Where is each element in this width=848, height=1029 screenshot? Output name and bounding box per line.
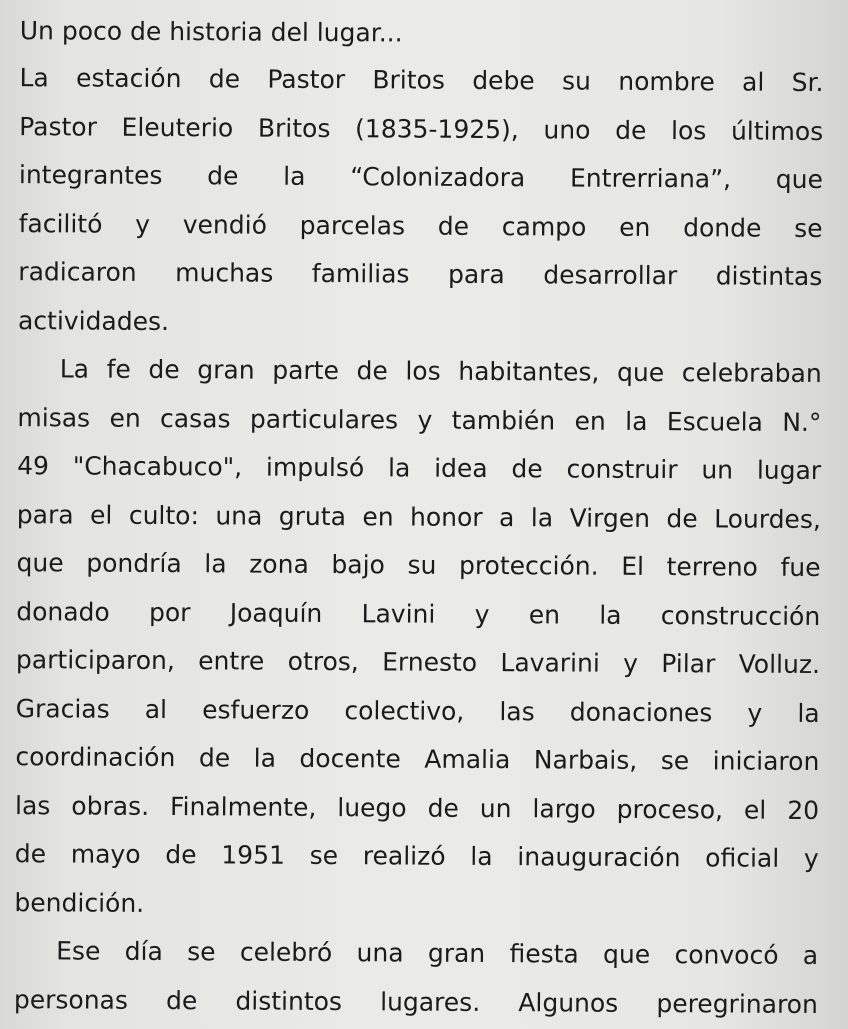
text-line: 49 "Chacabuco", impulsó la idea de construir un lugar: [17, 451, 822, 486]
text-line: para el culto: una gruta en honor a la Virgen de Lourdes,: [16, 499, 821, 534]
text-line: bendición.: [14, 887, 145, 918]
text-line: La estación de Pastor Britos debe su nombre al Sr.: [19, 63, 824, 98]
text-line: de mayo de 1951 se realizó la inauguración oficial y: [14, 839, 819, 874]
text-line: personas de distintos lugares. Algunos peregrinaron: [13, 984, 818, 1019]
text-line: que pondría la zona bajo su protección. El terreno fue: [16, 548, 821, 583]
text-line: misas en casas particulares y también en la Escuela N.°: [17, 402, 822, 437]
text-line: Gracias al esfuerzo colectivo, las donaciones y la: [15, 693, 820, 728]
text-line: actividades.: [17, 305, 170, 336]
text-line: La fe de gran parte de los habitantes, que celebraban: [59, 354, 822, 389]
paragraph-1: [18, 54, 824, 350]
text-line: radicaron muchas familias para desarrollar distintas: [18, 257, 823, 292]
text-line: participaron, entre otros, Ernesto Lavarini y Pilar Volluz.: [15, 645, 821, 680]
text-line: las obras. Finalmente, luego de un largo proceso, el 20: [14, 790, 820, 825]
section-heading: Un poco de historia del lugar...: [19, 16, 403, 48]
text-line: donado por Joaquín Lavini y en la construcción: [16, 596, 821, 631]
text-line: Pastor Eleuterio Britos (1835-1925), uno de los últimos: [19, 111, 824, 146]
text-line: integrantes de la “Colonizadora Entrerriana”, que: [18, 160, 824, 195]
text-line: coordinación de la docente Amalia Narbais, se iniciaron: [15, 742, 820, 777]
text-line: Ese día se celebró una gran fiesta que convocó a: [56, 936, 819, 971]
paragraph-3: [14, 927, 819, 1029]
text-line: facilitó y vendió parcelas de campo en donde se: [18, 208, 823, 243]
paragraph-2: [14, 345, 822, 932]
